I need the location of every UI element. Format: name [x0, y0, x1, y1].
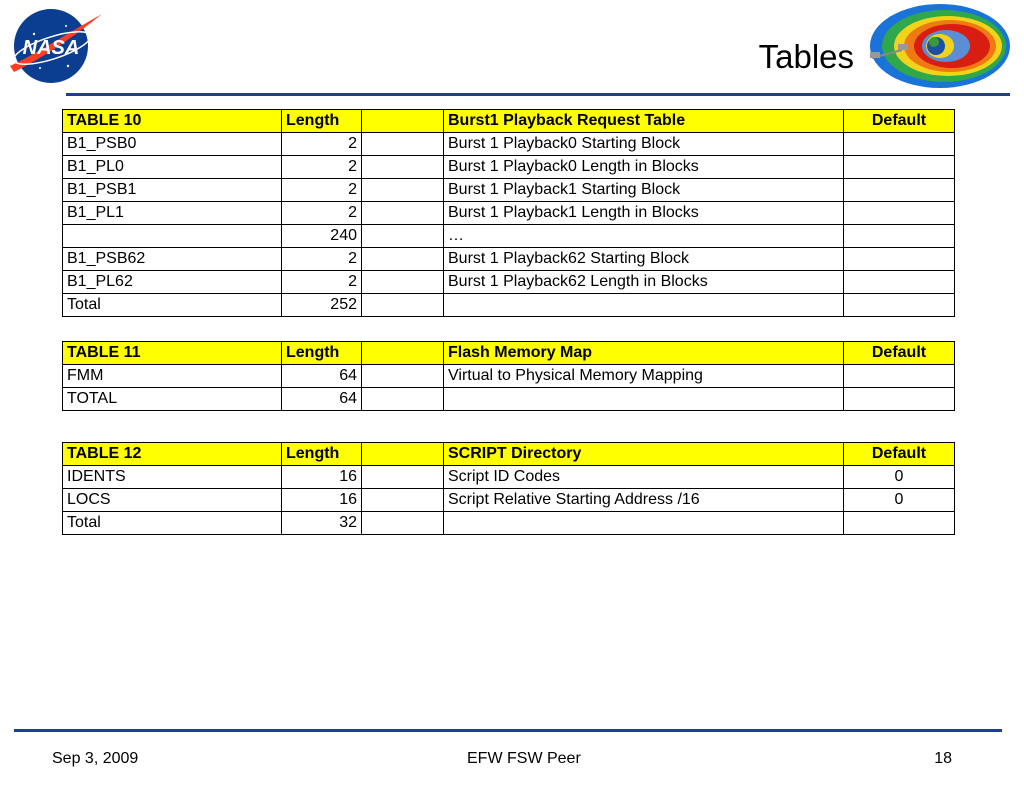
cell-length: 32: [282, 512, 362, 535]
cell-length: 64: [282, 388, 362, 411]
header-cell-description: Burst1 Playback Request Table: [444, 110, 844, 133]
cell-blank: [362, 294, 444, 317]
cell-default: [844, 202, 955, 225]
cell-name: [63, 225, 282, 248]
cell-blank: [362, 512, 444, 535]
cell-name: TOTAL: [63, 388, 282, 411]
table-11: [62, 341, 955, 411]
cell-blank: [362, 225, 444, 248]
cell-length: 16: [282, 466, 362, 489]
cell-description: Script ID Codes: [444, 466, 844, 489]
cell-description: Virtual to Physical Memory Mapping: [444, 365, 844, 388]
cell-length: 2: [282, 133, 362, 156]
table-row: [63, 365, 955, 388]
cell-name: Total: [63, 512, 282, 535]
table-row: [63, 271, 955, 294]
cell-default: 0: [844, 489, 955, 512]
cell-default: [844, 365, 955, 388]
cell-length: 2: [282, 156, 362, 179]
table-row: [63, 133, 955, 156]
table-header-row: [63, 342, 955, 365]
cell-description: Burst 1 Playback1 Length in Blocks: [444, 202, 844, 225]
cell-default: [844, 388, 955, 411]
cell-default: [844, 156, 955, 179]
cell-length: 16: [282, 489, 362, 512]
cell-length: 252: [282, 294, 362, 317]
cell-default: [844, 133, 955, 156]
footer-divider: [14, 729, 1002, 732]
footer-title: EFW FSW Peer: [467, 750, 581, 767]
cell-default: [844, 512, 955, 535]
table-row: [63, 388, 955, 411]
header-cell-length: Length: [282, 110, 362, 133]
cell-description: …: [444, 225, 844, 248]
cell-default: [844, 248, 955, 271]
radiation-belts-image: [862, 2, 1012, 90]
cell-blank: [362, 388, 444, 411]
header-divider: [66, 93, 1010, 96]
cell-blank: [362, 179, 444, 202]
table-row: [63, 248, 955, 271]
cell-default: 0: [844, 466, 955, 489]
cell-description: Script Relative Starting Address /16: [444, 489, 844, 512]
cell-description: Burst 1 Playback0 Length in Blocks: [444, 156, 844, 179]
header-cell-blank: [362, 342, 444, 365]
cell-blank: [362, 466, 444, 489]
cell-description: Burst 1 Playback1 Starting Block: [444, 179, 844, 202]
nasa-logo-text: NASA: [22, 37, 80, 59]
table-header-row: [63, 443, 955, 466]
header-cell-name: TABLE 12: [63, 443, 282, 466]
header-cell-default: Default: [844, 110, 955, 133]
cell-blank: [362, 202, 444, 225]
cell-name: B1_PL0: [63, 156, 282, 179]
nasa-logo: [6, 4, 104, 86]
table-10: [62, 109, 955, 317]
cell-name: B1_PSB0: [63, 133, 282, 156]
cell-description: Burst 1 Playback62 Length in Blocks: [444, 271, 844, 294]
page-title: Tables: [758, 38, 854, 75]
header-cell-default: Default: [844, 443, 955, 466]
page-number: 18: [934, 750, 952, 767]
cell-blank: [362, 156, 444, 179]
cell-blank: [362, 248, 444, 271]
header-cell-default: Default: [844, 342, 955, 365]
table-row: [63, 179, 955, 202]
cell-name: B1_PL62: [63, 271, 282, 294]
cell-length: 64: [282, 365, 362, 388]
table-row: [63, 512, 955, 535]
table-row: [63, 466, 955, 489]
table-row: [63, 225, 955, 248]
cell-name: B1_PL1: [63, 202, 282, 225]
cell-blank: [362, 133, 444, 156]
cell-default: [844, 271, 955, 294]
cell-length: 240: [282, 225, 362, 248]
cell-description: [444, 512, 844, 535]
footer-date: Sep 3, 2009: [52, 750, 139, 767]
header-cell-blank: [362, 110, 444, 133]
header-cell-length: Length: [282, 342, 362, 365]
cell-default: [844, 294, 955, 317]
cell-name: FMM: [63, 365, 282, 388]
cell-length: 2: [282, 202, 362, 225]
header-cell-name: TABLE 10: [63, 110, 282, 133]
table-header-row: [63, 110, 955, 133]
header-cell-description: Flash Memory Map: [444, 342, 844, 365]
cell-blank: [362, 365, 444, 388]
cell-blank: [362, 489, 444, 512]
table-row: [63, 156, 955, 179]
cell-name: Total: [63, 294, 282, 317]
cell-default: [844, 225, 955, 248]
header-cell-blank: [362, 443, 444, 466]
table-12: [62, 442, 955, 535]
cell-description: Burst 1 Playback0 Starting Block: [444, 133, 844, 156]
cell-length: 2: [282, 179, 362, 202]
cell-length: 2: [282, 248, 362, 271]
cell-length: 2: [282, 271, 362, 294]
header-cell-length: Length: [282, 443, 362, 466]
cell-name: LOCS: [63, 489, 282, 512]
header-cell-name: TABLE 11: [63, 342, 282, 365]
cell-description: [444, 388, 844, 411]
table-row: [63, 294, 955, 317]
cell-description: Burst 1 Playback62 Starting Block: [444, 248, 844, 271]
table-row: [63, 489, 955, 512]
header-cell-description: SCRIPT Directory: [444, 443, 844, 466]
cell-name: IDENTS: [63, 466, 282, 489]
cell-description: [444, 294, 844, 317]
cell-name: B1_PSB62: [63, 248, 282, 271]
table-row: [63, 202, 955, 225]
cell-blank: [362, 271, 444, 294]
cell-name: B1_PSB1: [63, 179, 282, 202]
cell-default: [844, 179, 955, 202]
